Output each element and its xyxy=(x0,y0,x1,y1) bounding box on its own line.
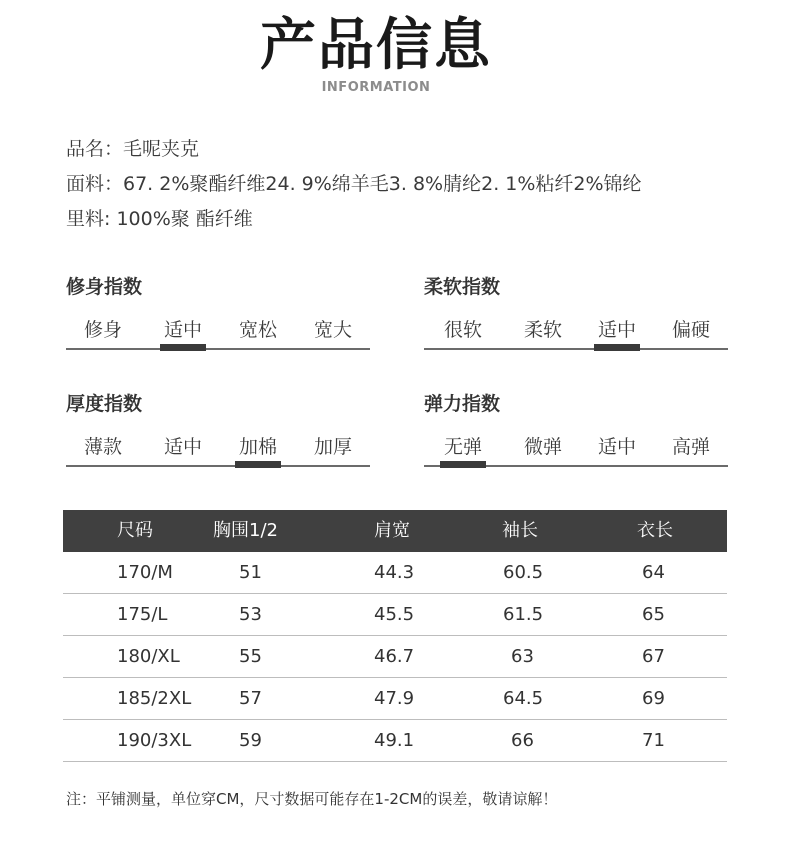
thickness-option: 加棉 xyxy=(238,436,277,458)
cell-sleeve: 64.5 xyxy=(503,688,544,709)
size-table-header xyxy=(63,510,727,552)
thickness-option: 适中 xyxy=(163,436,202,458)
cell-sleeve: 66 xyxy=(511,730,534,751)
header-chest: 胸围1/2 xyxy=(213,520,278,541)
cell-size: 175/L xyxy=(117,604,168,625)
cell-size: 180/XL xyxy=(117,646,180,667)
cell-sleeve: 63 xyxy=(511,646,534,667)
fit-option: 宽松 xyxy=(238,319,277,341)
page-title: 产品信息 xyxy=(260,13,492,78)
table-row xyxy=(63,678,727,720)
cell-size: 190/3XL xyxy=(117,730,192,751)
cell-length: 67 xyxy=(642,646,665,667)
table-row xyxy=(63,636,727,678)
elasticity-option: 适中 xyxy=(597,436,636,458)
softness-option: 柔软 xyxy=(523,319,562,341)
page-subtitle: INFORMATION xyxy=(321,80,431,95)
fit-marker xyxy=(160,344,206,351)
table-row xyxy=(63,720,727,762)
cell-length: 64 xyxy=(642,562,665,583)
cell-shoulder: 44.3 xyxy=(374,562,415,583)
elasticity-marker xyxy=(440,461,486,468)
cell-chest: 59 xyxy=(239,730,262,751)
fit-track xyxy=(66,348,370,350)
cell-length: 71 xyxy=(642,730,665,751)
header-size: 尺码 xyxy=(117,520,153,541)
cell-size: 185/2XL xyxy=(117,688,192,709)
fit-option: 宽大 xyxy=(313,319,352,341)
softness-option: 适中 xyxy=(597,319,636,341)
measurement-note: 注：平铺测量，单位穿CM，尺寸数据可能存在1-2CM的误差，敬请谅解！ xyxy=(66,790,558,808)
cell-sleeve: 60.5 xyxy=(503,562,544,583)
fabric-composition: 面料：67. 2%聚酯纤维24. 9%绵羊毛3. 8%腈纶2. 1%粘纤2%锦纶 xyxy=(66,173,642,195)
fit-option: 修身 xyxy=(83,319,122,341)
softness-option: 很软 xyxy=(443,319,482,341)
elasticity-option: 高弹 xyxy=(671,436,710,458)
elasticity-index-title: 弹力指数 xyxy=(424,393,501,415)
cell-chest: 53 xyxy=(239,604,262,625)
cell-shoulder: 49.1 xyxy=(374,730,415,751)
softness-index xyxy=(424,272,728,362)
cell-chest: 57 xyxy=(239,688,262,709)
cell-size: 170/M xyxy=(117,562,173,583)
softness-index-title: 柔软指数 xyxy=(424,276,501,298)
softness-track xyxy=(424,348,728,350)
thickness-track xyxy=(66,465,370,467)
size-table xyxy=(63,510,727,762)
cell-shoulder: 46.7 xyxy=(374,646,415,667)
thickness-marker xyxy=(235,461,281,468)
table-row xyxy=(63,552,727,594)
fit-index-title: 修身指数 xyxy=(66,276,143,298)
fit-index xyxy=(66,272,370,362)
product-name: 品名：毛呢夹克 xyxy=(66,138,200,160)
elasticity-option: 微弹 xyxy=(523,436,562,458)
header-length: 衣长 xyxy=(637,520,673,541)
cell-chest: 55 xyxy=(239,646,262,667)
cell-shoulder: 47.9 xyxy=(374,688,415,709)
cell-length: 65 xyxy=(642,604,665,625)
softness-marker xyxy=(594,344,640,351)
header-shoulder: 肩宽 xyxy=(374,520,410,541)
cell-chest: 51 xyxy=(239,562,262,583)
header-sleeve: 袖长 xyxy=(502,520,538,541)
thickness-option: 薄款 xyxy=(83,436,122,458)
elasticity-option: 无弹 xyxy=(443,436,482,458)
fit-option: 适中 xyxy=(163,319,202,341)
lining-composition: 里料: 100%聚 酯纤维 xyxy=(66,208,253,230)
thickness-index-title: 厚度指数 xyxy=(66,393,143,415)
table-row xyxy=(63,594,727,636)
thickness-option: 加厚 xyxy=(313,436,352,458)
cell-sleeve: 61.5 xyxy=(503,604,544,625)
elasticity-index xyxy=(424,389,728,479)
softness-option: 偏硬 xyxy=(671,319,710,341)
cell-length: 69 xyxy=(642,688,665,709)
thickness-index xyxy=(66,389,370,479)
cell-shoulder: 45.5 xyxy=(374,604,415,625)
